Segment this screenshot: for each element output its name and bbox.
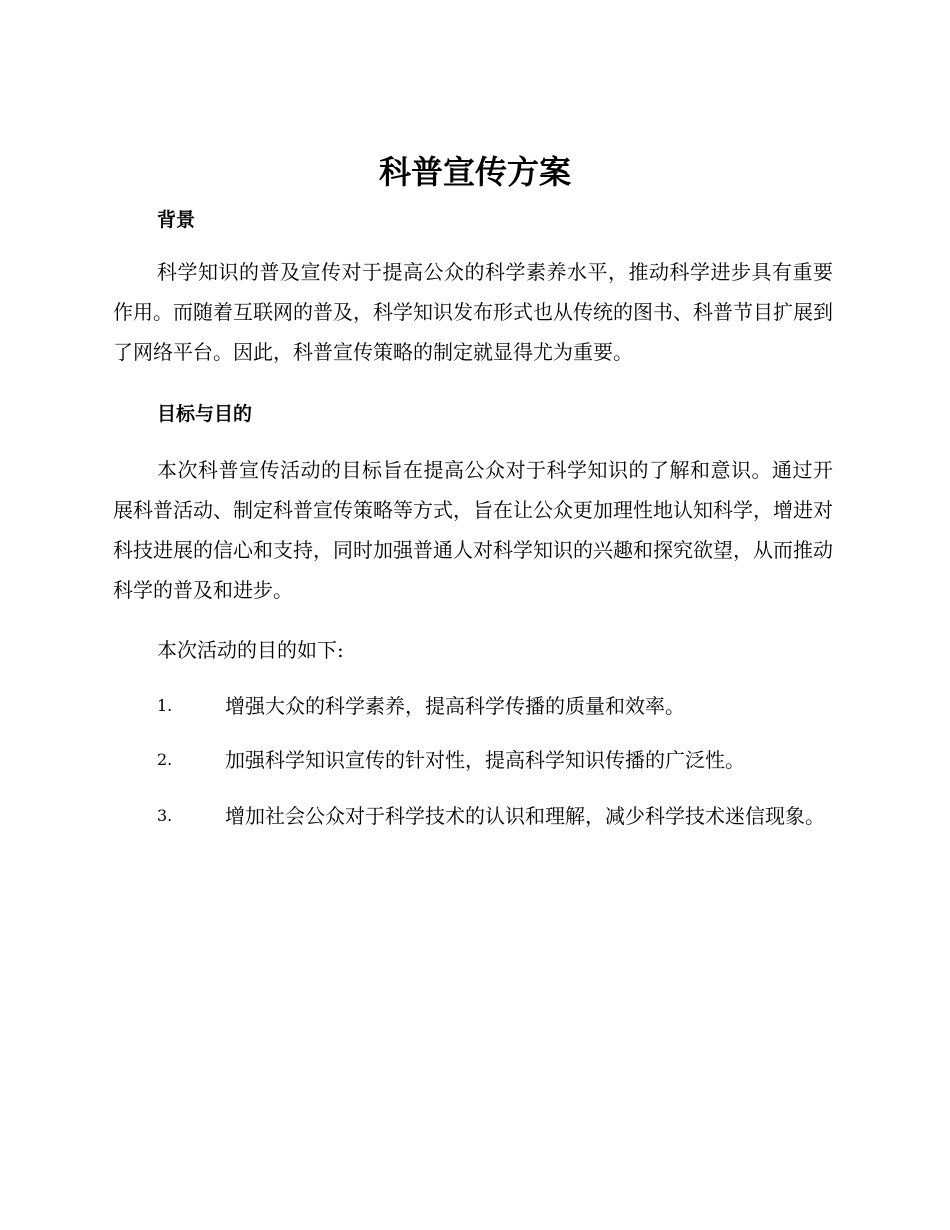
list-item-number: 3.	[157, 806, 173, 825]
list-intro: 本次活动的目的如下:	[157, 638, 344, 662]
list-item-text: 增强大众的科学素养，提高科学传播的质量和效率。	[225, 694, 685, 718]
section-heading-background: 背景	[157, 209, 196, 231]
list-item-number: 2.	[157, 750, 173, 769]
paragraph-background: 科学知识的普及宣传对于提高公众的科学素养水平，推动科学进步具有重要作用。而随着互联网的普及，科学知识发布形式也从传统的图书、科普节目扩展到了网络平台。因此，科普宣传策略的制定就显得尤为重要。	[113, 260, 833, 364]
paragraph-goals: 本次科普宣传活动的目标旨在提高公众对于科学知识的了解和意识。通过开展科普活动、制定科普宣传策略等方式，旨在让公众更加理性地认知科学，增进对科技进展的信心和支持，同时加强普通人对科学知识的兴趣和探究欲望，从而推动科学的普及和进步。	[113, 458, 833, 602]
section-heading-goals: 目标与目的	[157, 403, 253, 425]
list-item-number: 1.	[157, 696, 173, 715]
list-item-text: 增加社会公众对于科学技术的认识和理解，减少科学技术迷信现象。	[225, 804, 825, 828]
page-title: 科普宣传方案	[378, 153, 571, 191]
list-item-text: 加强科学知识宣传的针对性，提高科学知识传播的广泛性。	[225, 748, 745, 772]
